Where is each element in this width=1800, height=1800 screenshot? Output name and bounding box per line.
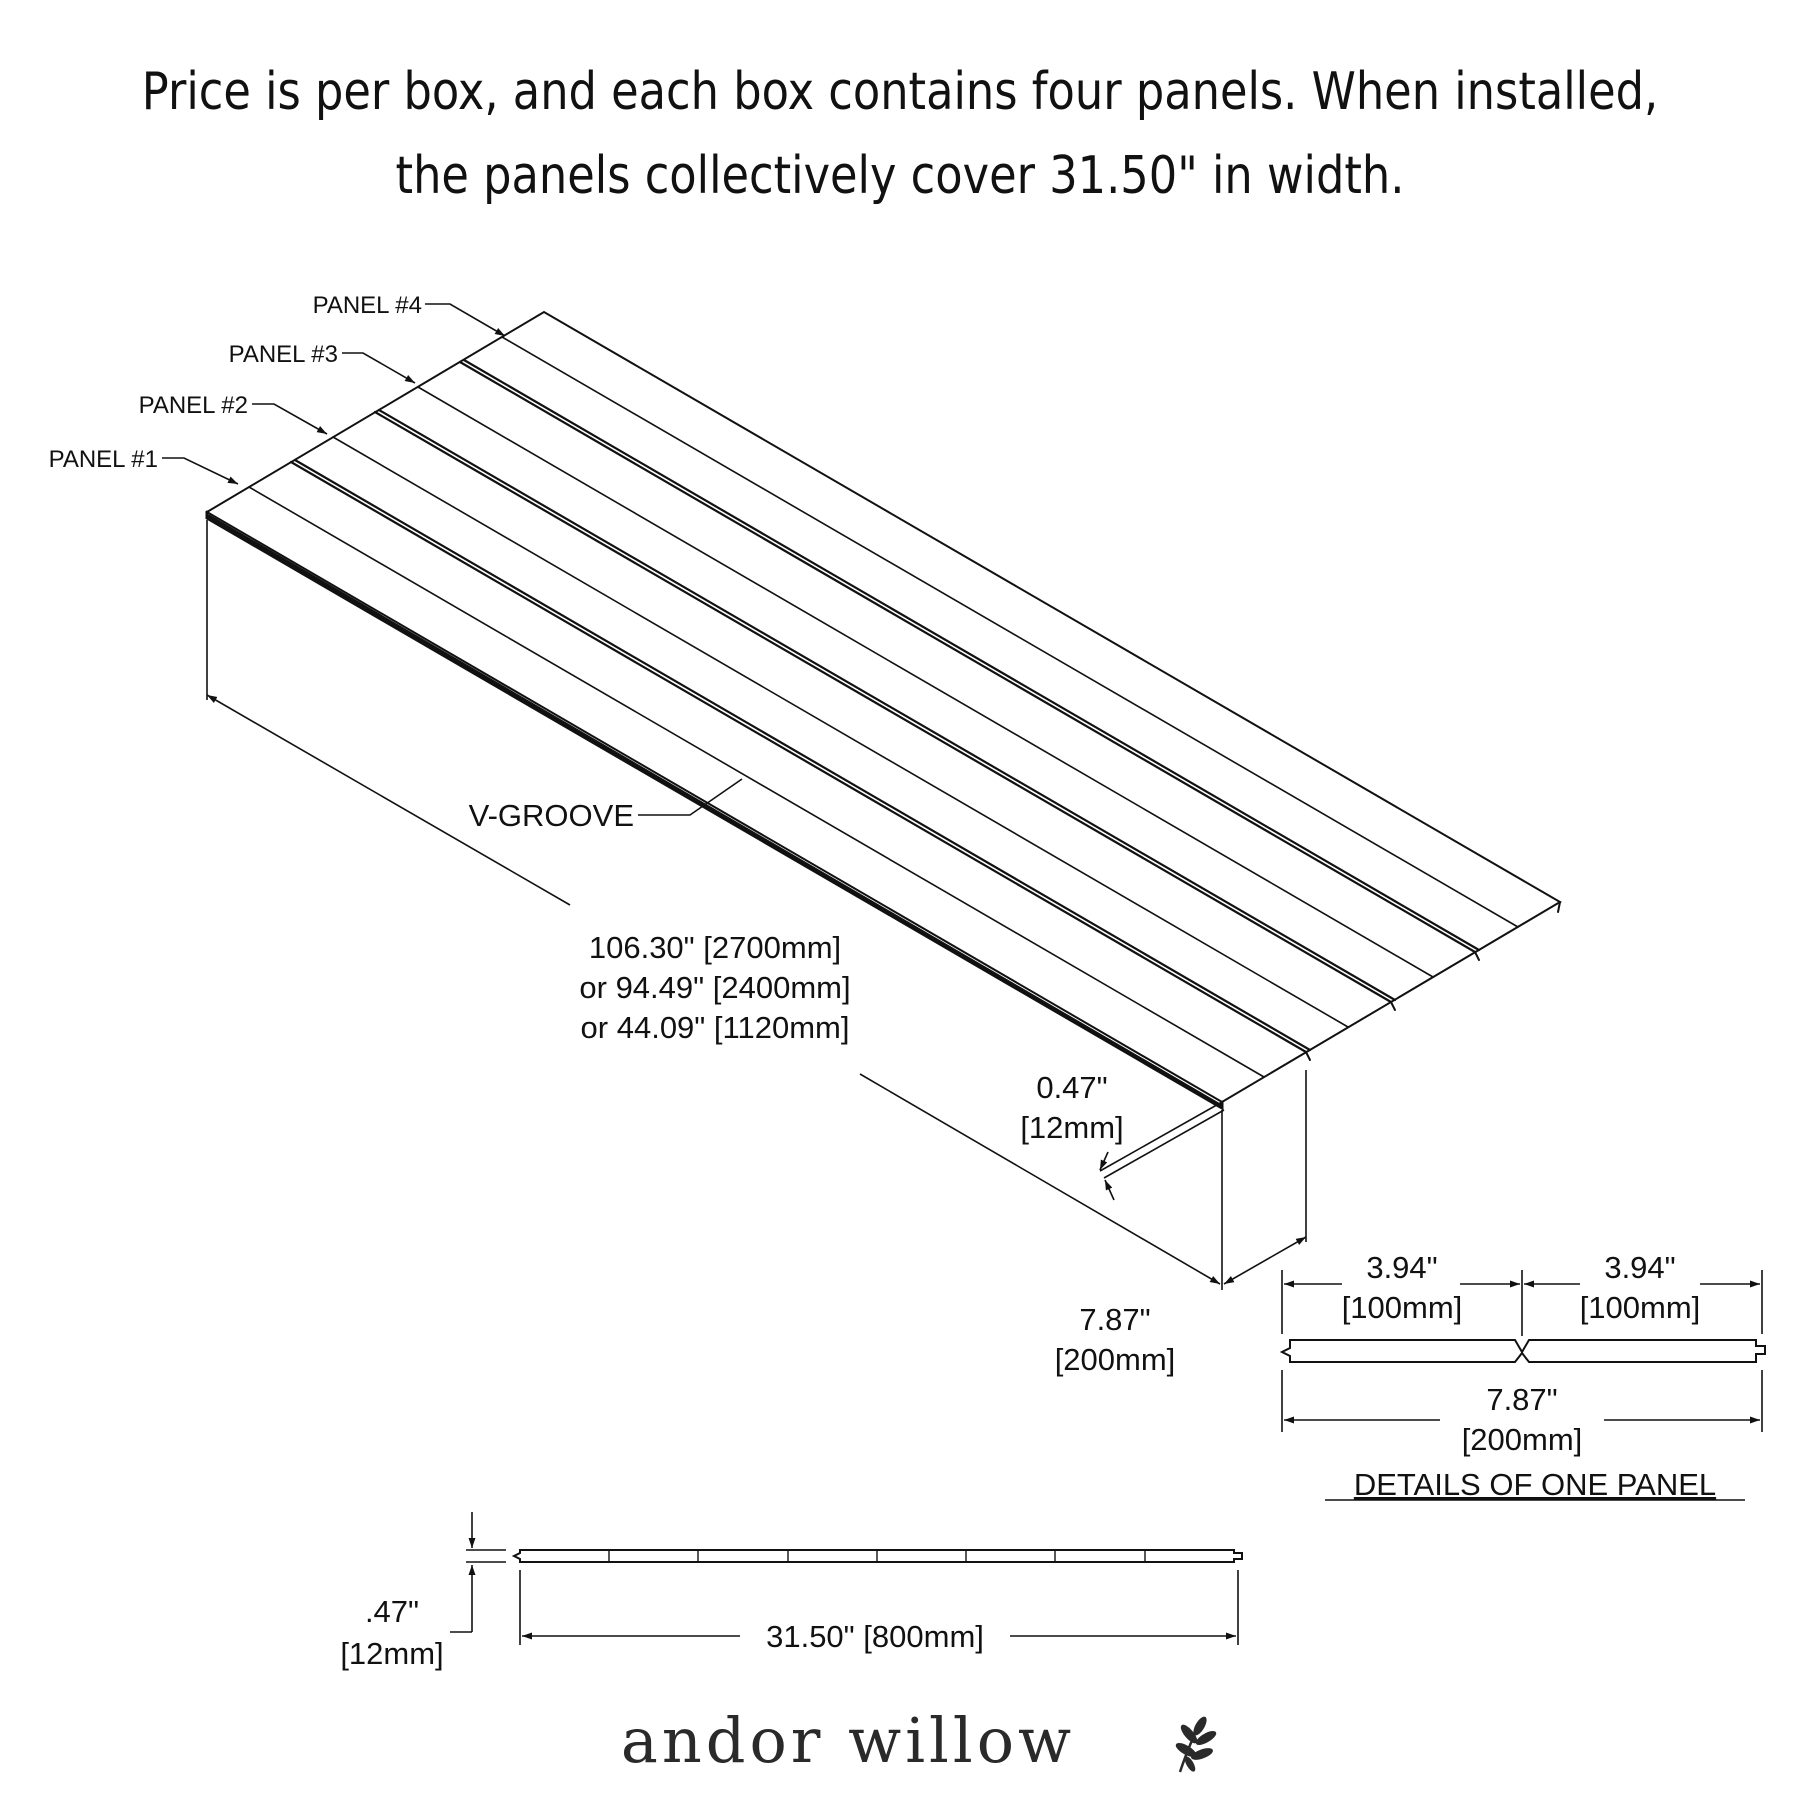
panel-4-label: PANEL #4 (312, 292, 422, 319)
panel-labels (49, 292, 422, 473)
isometric-view (207, 312, 1560, 1108)
panel-joints (291, 360, 1479, 1052)
width-value: 7.87" (1079, 1302, 1151, 1337)
v-groove-label: V-GROOVE (468, 798, 634, 833)
thickness-value: 0.47" (1036, 1070, 1108, 1105)
detail-half-right-metric: [100mm] (1579, 1290, 1701, 1325)
panel-2-label: PANEL #2 (138, 392, 248, 419)
panel-1-label: PANEL #1 (48, 446, 158, 473)
length-option-1: 106.30" [2700mm] (588, 930, 842, 965)
header-line-1: Price is per box, and each box contains four panels. When installed, (141, 62, 1659, 122)
length-option-3: or 44.09" [1120mm] (580, 1010, 850, 1045)
panel-profile (1282, 1340, 1765, 1362)
assembly-thickness-metric: [12mm] (340, 1636, 444, 1671)
brand-name: andor willow (620, 1704, 1076, 1777)
detail-total-value: 7.87" (1486, 1382, 1558, 1417)
detail-half-right-value: 3.94" (1604, 1250, 1676, 1285)
detail-total-metric: [200mm] (1461, 1422, 1583, 1457)
assembly-profile (514, 1550, 1242, 1562)
header-line-2: the panels collectively cover 31.50" in width. (395, 146, 1405, 206)
width-dimension (1224, 1070, 1306, 1284)
length-dimension (207, 520, 1222, 1290)
length-label (579, 930, 850, 1045)
thickness-metric: [12mm] (1020, 1110, 1124, 1145)
length-option-2: or 94.49" [2400mm] (579, 970, 851, 1005)
detail-half-left-value: 3.94" (1366, 1250, 1438, 1285)
detail-half-left-metric: [100mm] (1341, 1290, 1463, 1325)
assembly-joints (609, 1550, 1145, 1562)
willow-leaf-icon (1174, 1715, 1217, 1772)
assembly-thickness-value: .47" (364, 1594, 420, 1629)
assembly-width-label: 31.50" [800mm] (766, 1619, 984, 1654)
panel-3-label: PANEL #3 (228, 341, 338, 368)
detail-caption: DETAILS OF ONE PANEL (1353, 1467, 1717, 1502)
width-metric: [200mm] (1054, 1342, 1176, 1377)
